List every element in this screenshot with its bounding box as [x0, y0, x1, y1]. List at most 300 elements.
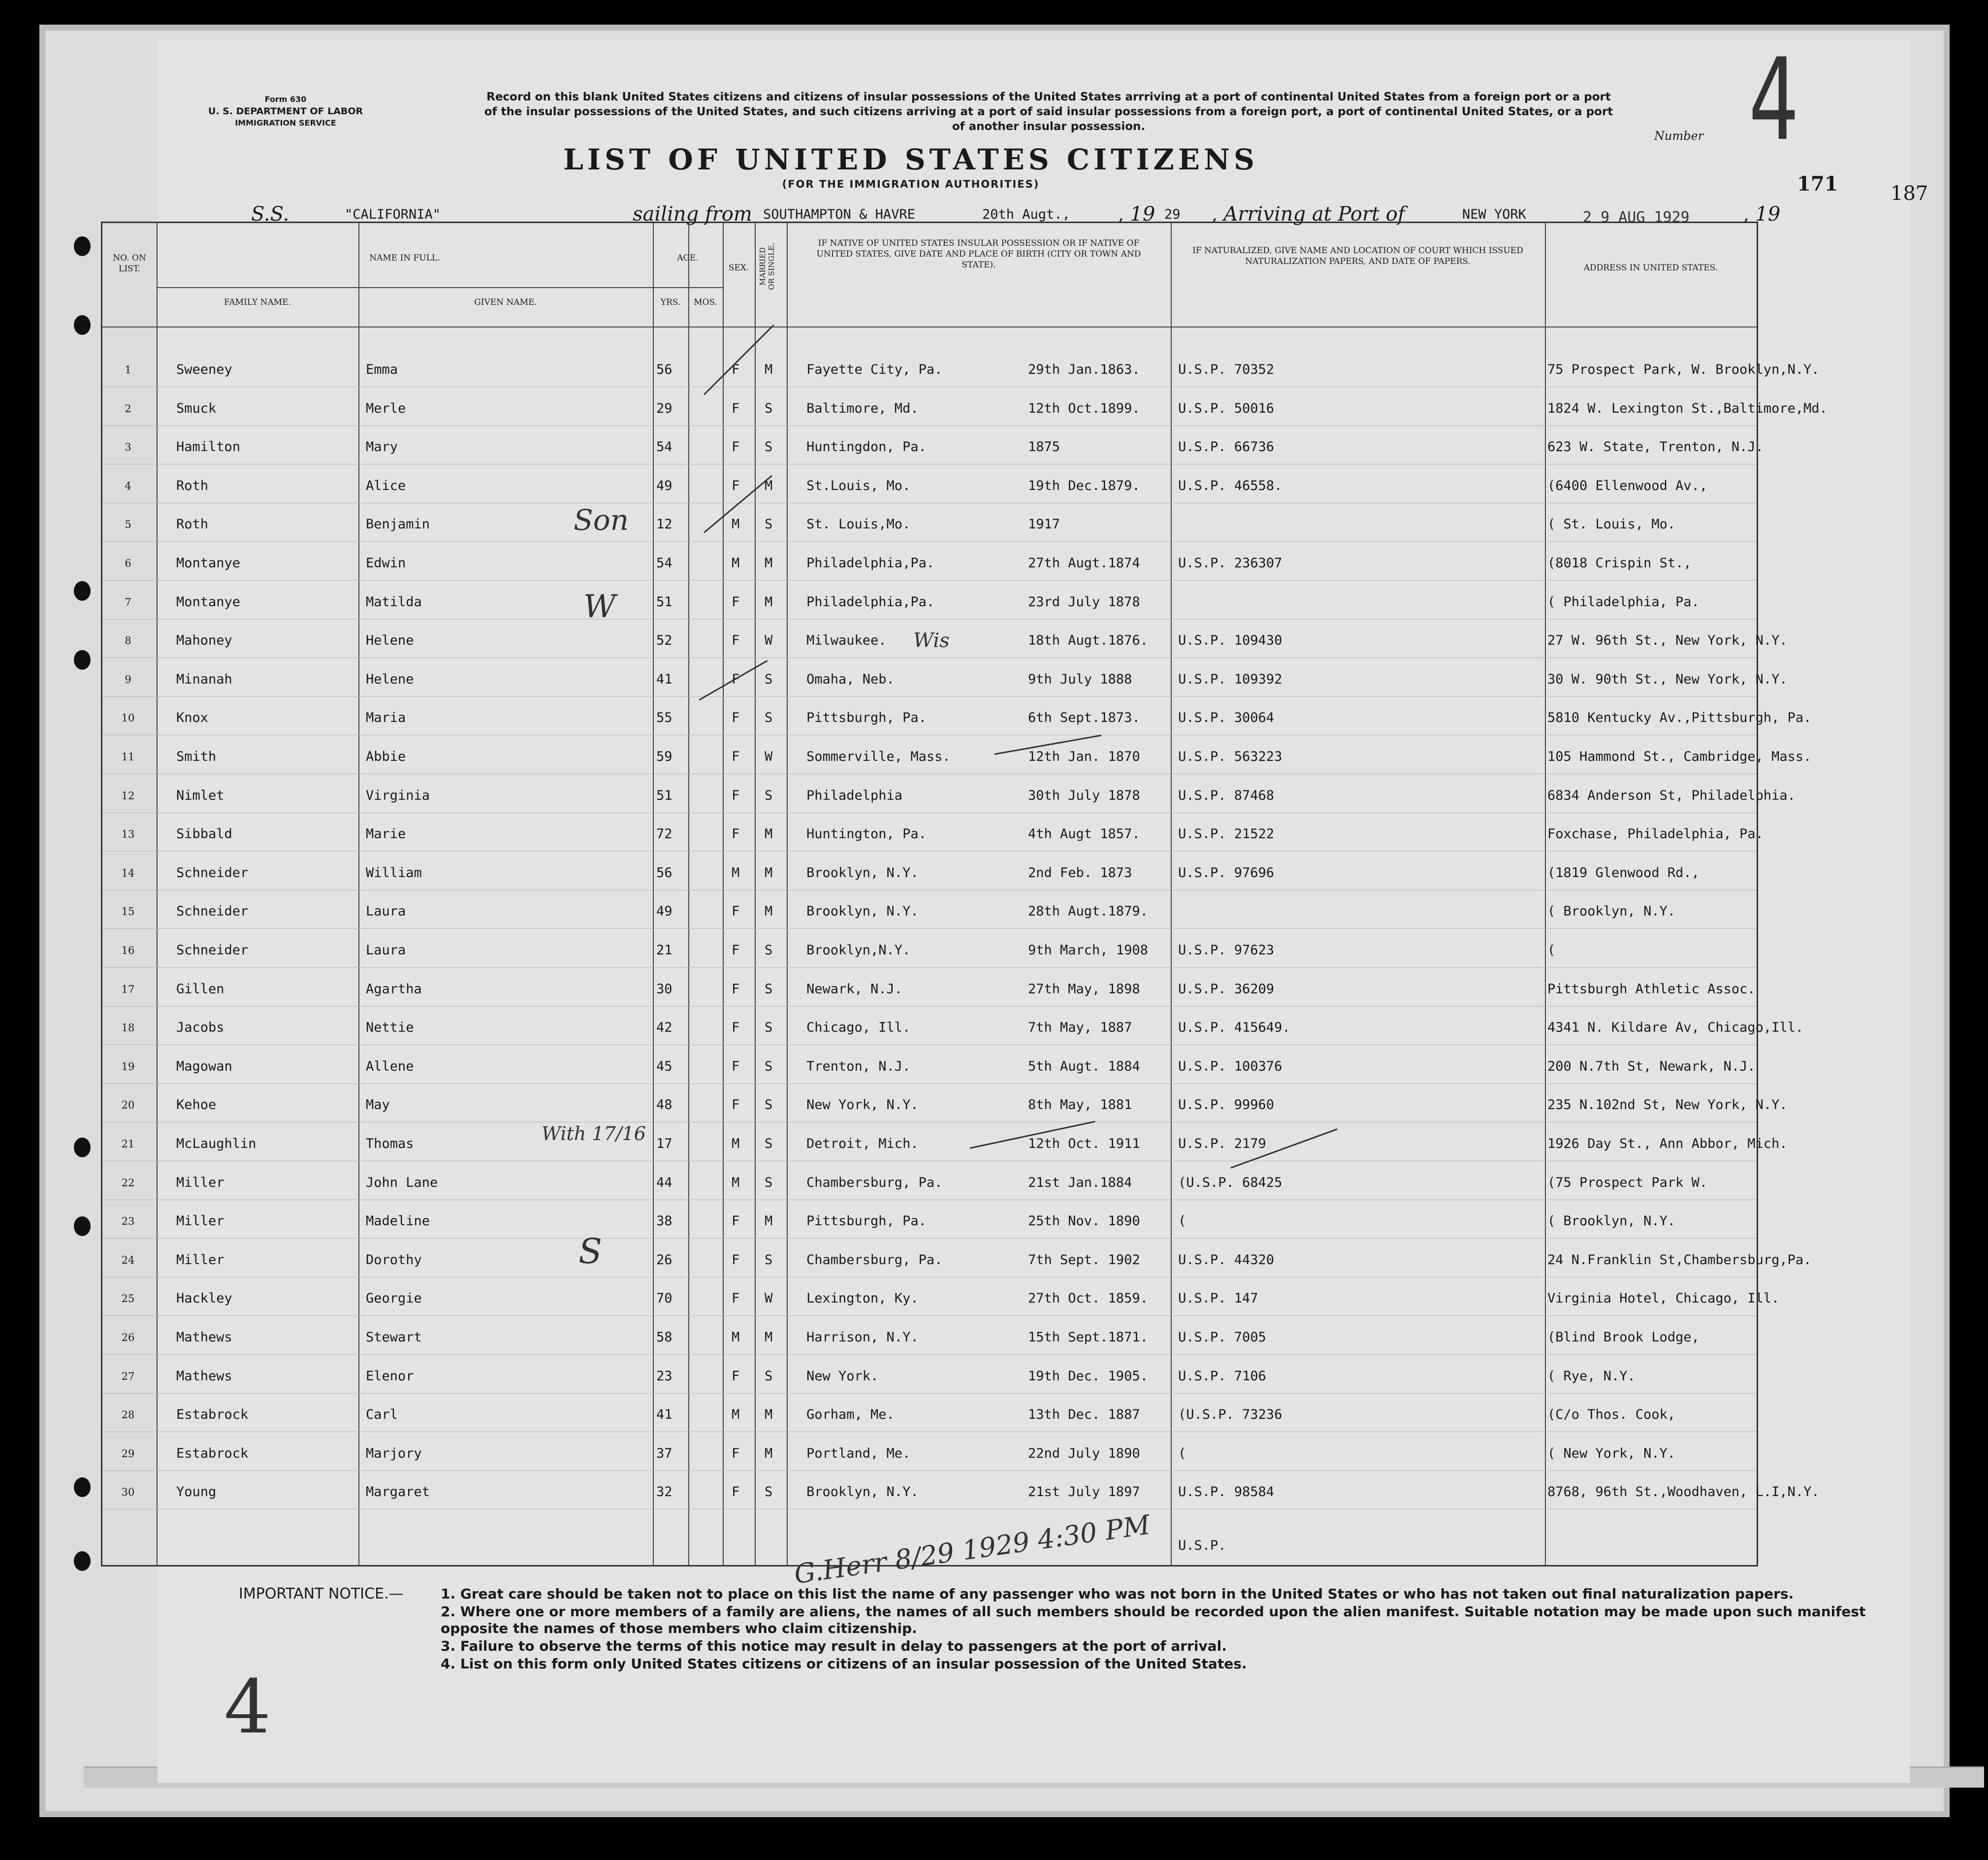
row-family: Miller — [176, 1252, 224, 1268]
row-given: Agartha — [366, 981, 422, 997]
row-sex: F — [732, 1058, 740, 1074]
passenger-table — [101, 222, 1828, 1566]
row-no: 11 — [121, 751, 135, 763]
row-age: 21 — [656, 943, 673, 958]
row-addr: Virginia Hotel, Chicago, Ill. — [1547, 1291, 1780, 1306]
row-addr: 6834 Anderson St, Philadelphia. — [1547, 787, 1796, 803]
row-place: Newark, N.J. — [806, 981, 903, 997]
row-given: Dorothy — [366, 1252, 422, 1268]
row-date: 12th Oct.1899. — [1028, 400, 1140, 416]
row-family: Magowan — [176, 1058, 232, 1074]
row-age: 49 — [656, 904, 673, 919]
row-no: 25 — [121, 1293, 135, 1305]
row-no: 2 — [125, 402, 131, 415]
row-sex: F — [732, 478, 740, 493]
row-family: Mathews — [176, 1368, 232, 1384]
row-date: 7th Sept. 1902 — [1028, 1252, 1140, 1268]
row-age: 42 — [656, 1020, 673, 1036]
row-addr: 5810 Kentucky Av.,Pittsburgh, Pa. — [1547, 710, 1812, 726]
row-nat: U.S.P. 44320 — [1178, 1252, 1275, 1268]
row-date: 13th Dec. 1887 — [1028, 1407, 1140, 1423]
arrival-year-suffix: , 19 — [1743, 203, 1781, 226]
row-addr: ( Brooklyn, N.Y. — [1547, 904, 1676, 919]
row-no: 28 — [121, 1409, 135, 1421]
row-place: Huntington, Pa. — [806, 826, 927, 842]
row-no: 7 — [125, 596, 131, 608]
extra-usp: U.S.P. — [1178, 1538, 1226, 1553]
row-date: 2nd Feb. 1873 — [1028, 865, 1132, 881]
row-nat: (U.S.P. 73236 — [1178, 1407, 1283, 1423]
row-family: Gillen — [176, 981, 224, 997]
row-family: Miller — [176, 1213, 224, 1229]
row-place: St. Louis,Mo. — [806, 517, 911, 532]
row-no: 13 — [121, 828, 135, 841]
binder-hole — [74, 1216, 91, 1236]
row-no: 9 — [125, 673, 131, 685]
row-addr: (75 Prospect Park W. — [1547, 1175, 1708, 1190]
row-ms: M — [765, 555, 773, 571]
row-ms: S — [765, 671, 773, 687]
row-date: 19th Dec. 1905. — [1028, 1368, 1148, 1384]
row-given: Matilda — [366, 594, 422, 610]
row-nat: U.S.P. 563223 — [1178, 749, 1283, 764]
row-no: 20 — [121, 1099, 135, 1111]
row-given: Virginia — [366, 787, 430, 803]
row-no: 30 — [121, 1486, 135, 1499]
row-date: 23rd July 1878 — [1028, 594, 1140, 610]
row-family: Estabrock — [176, 1407, 249, 1423]
row-date: 21st July 1897 — [1028, 1484, 1140, 1500]
column-no: NO. ON LIST. — [113, 253, 146, 274]
row-place: Brooklyn, N.Y. — [806, 865, 919, 881]
row-addr: 235 N.102nd St, New York, N.Y. — [1547, 1097, 1788, 1113]
row-nat: U.S.P. 98584 — [1178, 1484, 1275, 1500]
row-sex: F — [732, 1291, 740, 1306]
row-place: St.Louis, Mo. — [806, 478, 911, 493]
row-age: 37 — [656, 1445, 673, 1461]
row-addr: (Blind Brook Lodge, — [1547, 1330, 1699, 1345]
row-nat: U.S.P. 109392 — [1178, 671, 1283, 687]
row-sex: M — [732, 1330, 740, 1345]
row-age: 54 — [656, 555, 673, 571]
row-addr: (1819 Glenwood Rd., — [1547, 865, 1699, 881]
instructions-text: Record on this blank United States citizens and citizens of insular possessions of the United States arrriving at a port of continental United States from a foreign port or a port of the insular possessions of the United States, and such citizens arriving at a port of said insular possessions from a foreign port, a port of continental United States, or a port of another insular possession. — [484, 91, 1613, 133]
row-place: Philadelphia,Pa. — [806, 555, 935, 571]
row-family: Estabrock — [176, 1445, 249, 1461]
row-sex: M — [732, 1175, 740, 1190]
row-place: Trenton, N.J. — [806, 1058, 911, 1074]
row-addr: ( New York, N.Y. — [1547, 1445, 1676, 1461]
handwritten-son: Son — [574, 503, 629, 537]
row-place: Fayette City, Pa. — [806, 362, 943, 377]
row-sex: F — [732, 362, 740, 377]
row-nat: U.S.P. 7106 — [1178, 1368, 1266, 1384]
binder-hole — [74, 650, 91, 670]
row-addr: 200 N.7th St, Newark, N.J. — [1547, 1058, 1756, 1074]
row-nat: (U.S.P. 68425 — [1178, 1175, 1283, 1190]
row-nat: U.S.P. 50016 — [1178, 400, 1275, 416]
row-given: Maria — [366, 710, 406, 726]
column-naturalized: IF NATURALIZED, GIVE NAME AND LOCATION OF COURT WHICH ISSUED NATURALIZATION PAPERS, AND DATE OF PAPERS. — [1192, 246, 1523, 266]
row-addr: 1824 W. Lexington St.,Baltimore,Md. — [1547, 400, 1828, 416]
arrival-date-stamp: 2 9 AUG 1929 — [1583, 209, 1690, 226]
row-family: Mathews — [176, 1330, 232, 1345]
row-no: 27 — [121, 1370, 135, 1382]
row-sex: M — [732, 1136, 740, 1151]
row-place: Brooklyn,N.Y. — [806, 943, 911, 958]
row-no: 12 — [121, 789, 135, 802]
row-ms: S — [765, 1484, 773, 1500]
row-nat: U.S.P. 70352 — [1178, 362, 1275, 377]
row-no: 16 — [121, 945, 135, 956]
row-nat: U.S.P. 30064 — [1178, 710, 1275, 726]
row-age: 26 — [656, 1252, 673, 1268]
row-place: Chambersburg, Pa. — [806, 1175, 943, 1190]
notice-item: 4. List on this form only United States citizens or citizens of an insular possession of the United States. — [441, 1656, 1247, 1672]
year-prefix: , 19 — [1118, 203, 1155, 226]
row-nat: U.S.P. 21522 — [1178, 826, 1275, 842]
row-addr: 27 W. 96th St., New York, N.Y. — [1547, 633, 1788, 649]
row-date: 8th May, 1881 — [1028, 1097, 1132, 1113]
column-birth: IF NATIVE OF UNITED STATES INSULAR POSSESSION OR IF NATIVE OF UNITED STATES, GIVE DATE AND PLACE OF BIRTH (CITY OR TOWN AND STATE). — [816, 238, 1141, 270]
row-ms: S — [765, 710, 773, 726]
row-sex: F — [732, 1484, 740, 1500]
row-given: Mary — [366, 439, 398, 455]
row-ms: S — [765, 400, 773, 416]
row-date: 27th May, 1898 — [1028, 981, 1140, 997]
row-nat: ( — [1178, 1445, 1186, 1461]
row-addr: Foxchase, Philadelphia, Pa. — [1547, 826, 1764, 842]
row-no: 15 — [121, 906, 135, 918]
binder-hole — [74, 1551, 91, 1571]
row-age: 55 — [656, 710, 673, 726]
row-date: 12th Oct. 1911 — [1028, 1136, 1140, 1151]
row-date: 25th Nov. 1890 — [1028, 1213, 1140, 1229]
binder-hole — [74, 581, 91, 601]
row-family: Miller — [176, 1175, 224, 1190]
row-place: Philadelphia,Pa. — [806, 594, 935, 610]
row-family: Hamilton — [176, 439, 241, 455]
column-married: MARRIED OR SINGLE. — [758, 243, 776, 290]
row-given: Merle — [366, 400, 406, 416]
row-no: 26 — [121, 1332, 135, 1343]
row-sex: F — [732, 904, 740, 919]
ship-name: "CALIFORNIA" — [345, 207, 441, 222]
row-no: 8 — [125, 635, 131, 647]
row-family: Schneider — [176, 865, 249, 881]
row-sex: M — [732, 517, 740, 532]
row-nat: U.S.P. 7005 — [1178, 1330, 1266, 1345]
row-no: 6 — [125, 557, 131, 569]
row-date: 15th Sept.1871. — [1028, 1330, 1148, 1345]
row-nat: U.S.P. 147 — [1178, 1291, 1258, 1306]
row-age: 51 — [656, 594, 673, 610]
row-no: 23 — [121, 1215, 135, 1228]
row-family: Kehoe — [176, 1097, 217, 1113]
row-ms: M — [765, 904, 773, 919]
row-place: Portland, Me. — [806, 1445, 911, 1461]
row-sex: F — [732, 633, 740, 649]
row-date: 12th Jan. 1870 — [1028, 749, 1140, 764]
row-place: Detroit, Mich. — [806, 1136, 919, 1151]
row-nat: U.S.P. 99960 — [1178, 1097, 1275, 1113]
row-place: New York, N.Y. — [806, 1097, 919, 1113]
row-place: Omaha, Neb. — [806, 671, 895, 687]
row-sex: F — [732, 787, 740, 803]
row-ms: S — [765, 1058, 773, 1074]
row-date: 7th May, 1887 — [1028, 1020, 1132, 1036]
row-family: Schneider — [176, 904, 249, 919]
row-age: 41 — [656, 671, 673, 687]
row-ms: S — [765, 1175, 773, 1190]
row-family: Montanye — [176, 594, 241, 610]
row-date: 5th Augt. 1884 — [1028, 1058, 1140, 1074]
row-date: 18th Augt.1876. — [1028, 633, 1148, 649]
row-nat: U.S.P. 2179 — [1178, 1136, 1266, 1151]
row-addr: 1926 Day St., Ann Abbor, Mich. — [1547, 1136, 1788, 1151]
row-no: 19 — [121, 1060, 135, 1073]
row-family: Smuck — [176, 400, 217, 416]
row-given: Laura — [366, 943, 406, 958]
row-ms: M — [765, 478, 773, 493]
row-sex: F — [732, 749, 740, 764]
row-family: Roth — [176, 517, 209, 532]
row-place: Philadelphia — [806, 787, 903, 803]
binder-hole — [74, 1138, 91, 1157]
notice-heading: IMPORTANT NOTICE.— — [239, 1585, 404, 1602]
row-ms: M — [765, 1330, 773, 1345]
row-no: 4 — [125, 480, 131, 492]
handwritten-number: 4 — [1748, 34, 1799, 166]
row-age: 54 — [656, 439, 673, 455]
row-place: Huntingdon, Pa. — [806, 439, 927, 455]
row-no: 1 — [125, 364, 131, 376]
row-ms: S — [765, 1252, 773, 1268]
handwritten-corner-4: 4 — [224, 1664, 271, 1750]
row-addr: 24 N.Franklin St,Chambersburg,Pa. — [1547, 1252, 1812, 1268]
row-age: 45 — [656, 1058, 673, 1074]
row-addr: ( Philadelphia, Pa. — [1547, 594, 1699, 610]
row-nat: ( — [1178, 1213, 1186, 1229]
sailing-label: sailing from — [633, 203, 752, 226]
row-nat: U.S.P. 415649. — [1178, 1020, 1290, 1036]
row-nat: U.S.P. 109430 — [1178, 633, 1283, 649]
row-sex: F — [732, 943, 740, 958]
row-date: 22nd July 1890 — [1028, 1445, 1140, 1461]
row-given: Edwin — [366, 555, 406, 571]
row-date: 6th Sept.1873. — [1028, 710, 1140, 726]
row-no: 29 — [121, 1447, 135, 1460]
row-nat: U.S.P. 87468 — [1178, 787, 1275, 803]
row-age: 56 — [656, 865, 673, 881]
row-addr: 4341 N. Kildare Av, Chicago,Ill. — [1547, 1020, 1804, 1036]
row-nat: U.S.P. 97696 — [1178, 865, 1275, 881]
row-place: Chambersburg, Pa. — [806, 1252, 943, 1268]
row-place: Brooklyn, N.Y. — [806, 904, 919, 919]
row-family: McLaughlin — [176, 1136, 257, 1151]
page-title: LIST OF UNITED STATES CITIZENS — [563, 143, 1258, 176]
row-date: 27th Oct. 1859. — [1028, 1291, 1148, 1306]
column-family-name: FAMILY NAME. — [224, 297, 291, 307]
row-given: Madeline — [366, 1213, 430, 1229]
row-ms: M — [765, 1213, 773, 1229]
row-family: Nimlet — [176, 787, 224, 803]
row-nat: U.S.P. 36209 — [1178, 981, 1275, 997]
row-age: 52 — [656, 633, 673, 649]
row-given: Helene — [366, 633, 414, 649]
row-sex: F — [732, 671, 740, 687]
column-name-in-full: NAME IN FULL. — [369, 253, 440, 263]
row-age: 23 — [656, 1368, 673, 1384]
binder-hole — [74, 1477, 91, 1497]
row-family: Hackley — [176, 1291, 232, 1306]
row-date: 19th Dec.1879. — [1028, 478, 1140, 493]
arrival-port: NEW YORK — [1462, 207, 1527, 222]
row-place: Harrison, N.Y. — [806, 1330, 919, 1345]
row-family: Mahoney — [176, 633, 232, 649]
service-name: IMMIGRATION SERVICE — [235, 118, 336, 128]
row-no: 14 — [121, 867, 135, 879]
row-family: Schneider — [176, 943, 249, 958]
row-age: 17 — [656, 1136, 673, 1151]
row-nat: U.S.P. 46558. — [1178, 478, 1283, 493]
row-sex: F — [732, 1445, 740, 1461]
row-no: 21 — [121, 1138, 135, 1150]
handwritten-signature: G.Herr 8/29 1929 4:30 PM — [792, 1509, 1153, 1590]
row-given: Margaret — [366, 1484, 430, 1500]
binder-hole — [74, 236, 91, 256]
row-age: 44 — [656, 1175, 673, 1190]
departure-year: 29 — [1164, 207, 1181, 222]
row-sex: F — [732, 400, 740, 416]
row-ms: M — [765, 1445, 773, 1461]
row-date: 27th Augt.1874 — [1028, 555, 1140, 571]
row-place: Chicago, Ill. — [806, 1020, 911, 1036]
row-ms: S — [765, 981, 773, 997]
row-age: 32 — [656, 1484, 673, 1500]
row-age: 49 — [656, 478, 673, 493]
row-no: 18 — [121, 1022, 135, 1034]
row-date: 9th July 1888 — [1028, 671, 1132, 687]
row-addr: 105 Hammond St., Cambridge, Mass. — [1547, 749, 1812, 764]
row-addr: 8768, 96th St.,Woodhaven, L.I,N.Y. — [1547, 1484, 1820, 1500]
arriving-label: , Arriving at Port of — [1211, 203, 1405, 226]
notice-item: 2. Where one or more members of a family are aliens, the names of all such members should be recorded upon the alien manifest. Suitable notation may be made upon such manifest opposite the names of those members who claim citizenship. — [441, 1603, 1866, 1636]
row-ms: S — [765, 943, 773, 958]
row-ms: S — [765, 1020, 773, 1036]
row-sex: F — [732, 710, 740, 726]
row-age: 56 — [656, 362, 673, 377]
row-date: 29th Jan.1863. — [1028, 362, 1140, 377]
row-place: New York. — [806, 1368, 879, 1384]
departure-ports: SOUTHAMPTON & HAVRE — [763, 207, 915, 222]
row-given: Benjamin — [366, 517, 430, 532]
row-given: Elenor — [366, 1368, 414, 1384]
row-date: 21st Jan.1884 — [1028, 1175, 1132, 1190]
row-place: Brooklyn, N.Y. — [806, 1484, 919, 1500]
row-family: Minanah — [176, 671, 232, 687]
row-given: William — [366, 865, 422, 881]
row-given: Helene — [366, 671, 414, 687]
row-no: 10 — [121, 712, 135, 724]
handwritten-with: With 17/16 — [542, 1123, 646, 1144]
row-addr: Pittsburgh Athletic Assoc. — [1547, 981, 1756, 997]
row-date: 28th Augt.1879. — [1028, 904, 1148, 919]
row-no: 17 — [121, 983, 135, 995]
row-sex: F — [732, 826, 740, 842]
row-given: Stewart — [366, 1330, 422, 1345]
row-given: May — [366, 1097, 390, 1113]
row-given: Emma — [366, 362, 398, 377]
row-age: 72 — [656, 826, 673, 842]
row-addr: ( Rye, N.Y. — [1547, 1368, 1635, 1384]
row-family: Smith — [176, 749, 217, 764]
row-addr: 75 Prospect Park, W. Brooklyn,N.Y. — [1547, 362, 1820, 377]
row-age: 59 — [656, 749, 673, 764]
row-addr: 30 W. 90th St., New York, N.Y. — [1547, 671, 1788, 687]
row-family: Montanye — [176, 555, 241, 571]
column-age: AGE. — [677, 253, 699, 263]
row-ms: S — [765, 439, 773, 455]
row-ms: S — [765, 787, 773, 803]
column-given-name: GIVEN NAME. — [474, 297, 537, 307]
row-date: 9th March, 1908 — [1028, 943, 1148, 958]
row-ms: S — [765, 1368, 773, 1384]
row-nat: U.S.P. 97623 — [1178, 943, 1275, 958]
row-ms: S — [765, 1097, 773, 1113]
row-addr: (8018 Crispin St., — [1547, 555, 1692, 571]
row-addr: ( St. Louis, Mo. — [1547, 517, 1676, 532]
row-place: Pittsburgh, Pa. — [806, 710, 927, 726]
notice-item: 1. Great care should be taken not to place on this list the name of any passenger who was not born in the United States or who has not taken out final naturalization papers. — [441, 1586, 1794, 1602]
row-date: 4th Augt 1857. — [1028, 826, 1140, 842]
row-place: Sommerville, Mass. — [806, 749, 951, 764]
departure-date: 20th Augt., — [982, 207, 1070, 222]
row-family: Jacobs — [176, 1020, 224, 1036]
row-no: 22 — [121, 1176, 135, 1189]
row-sex: M — [732, 1407, 740, 1423]
row-given: Nettie — [366, 1020, 414, 1036]
row-family: Sibbald — [176, 826, 232, 842]
form-number: Form 630 — [264, 95, 307, 104]
row-age: 29 — [656, 400, 673, 416]
row-sex: F — [732, 1020, 740, 1036]
row-place: Gorham, Me. — [806, 1407, 895, 1423]
row-family: Roth — [176, 478, 209, 493]
row-ms: S — [765, 1136, 773, 1151]
row-sex: F — [732, 981, 740, 997]
row-date: 1875 — [1028, 439, 1060, 455]
row-nat: U.S.P. 100376 — [1178, 1058, 1283, 1074]
row-age: 58 — [656, 1330, 673, 1345]
row-age: 30 — [656, 981, 673, 997]
row-sex: M — [732, 865, 740, 881]
row-given: Thomas — [366, 1136, 414, 1151]
row-given: Laura — [366, 904, 406, 919]
row-ms: W — [765, 749, 773, 764]
row-sex: F — [732, 1252, 740, 1268]
row-ms: M — [765, 1407, 773, 1423]
row-family: Knox — [176, 710, 209, 726]
row-nat: U.S.P. 66736 — [1178, 439, 1275, 455]
row-family: Sweeney — [176, 362, 232, 377]
handwritten-w: W — [583, 588, 616, 625]
row-nat: U.S.P. 236307 — [1178, 555, 1283, 571]
row-age: 12 — [656, 517, 673, 532]
row-addr: ( — [1547, 943, 1556, 958]
form-identifier — [177, 94, 394, 129]
row-sex: F — [732, 439, 740, 455]
